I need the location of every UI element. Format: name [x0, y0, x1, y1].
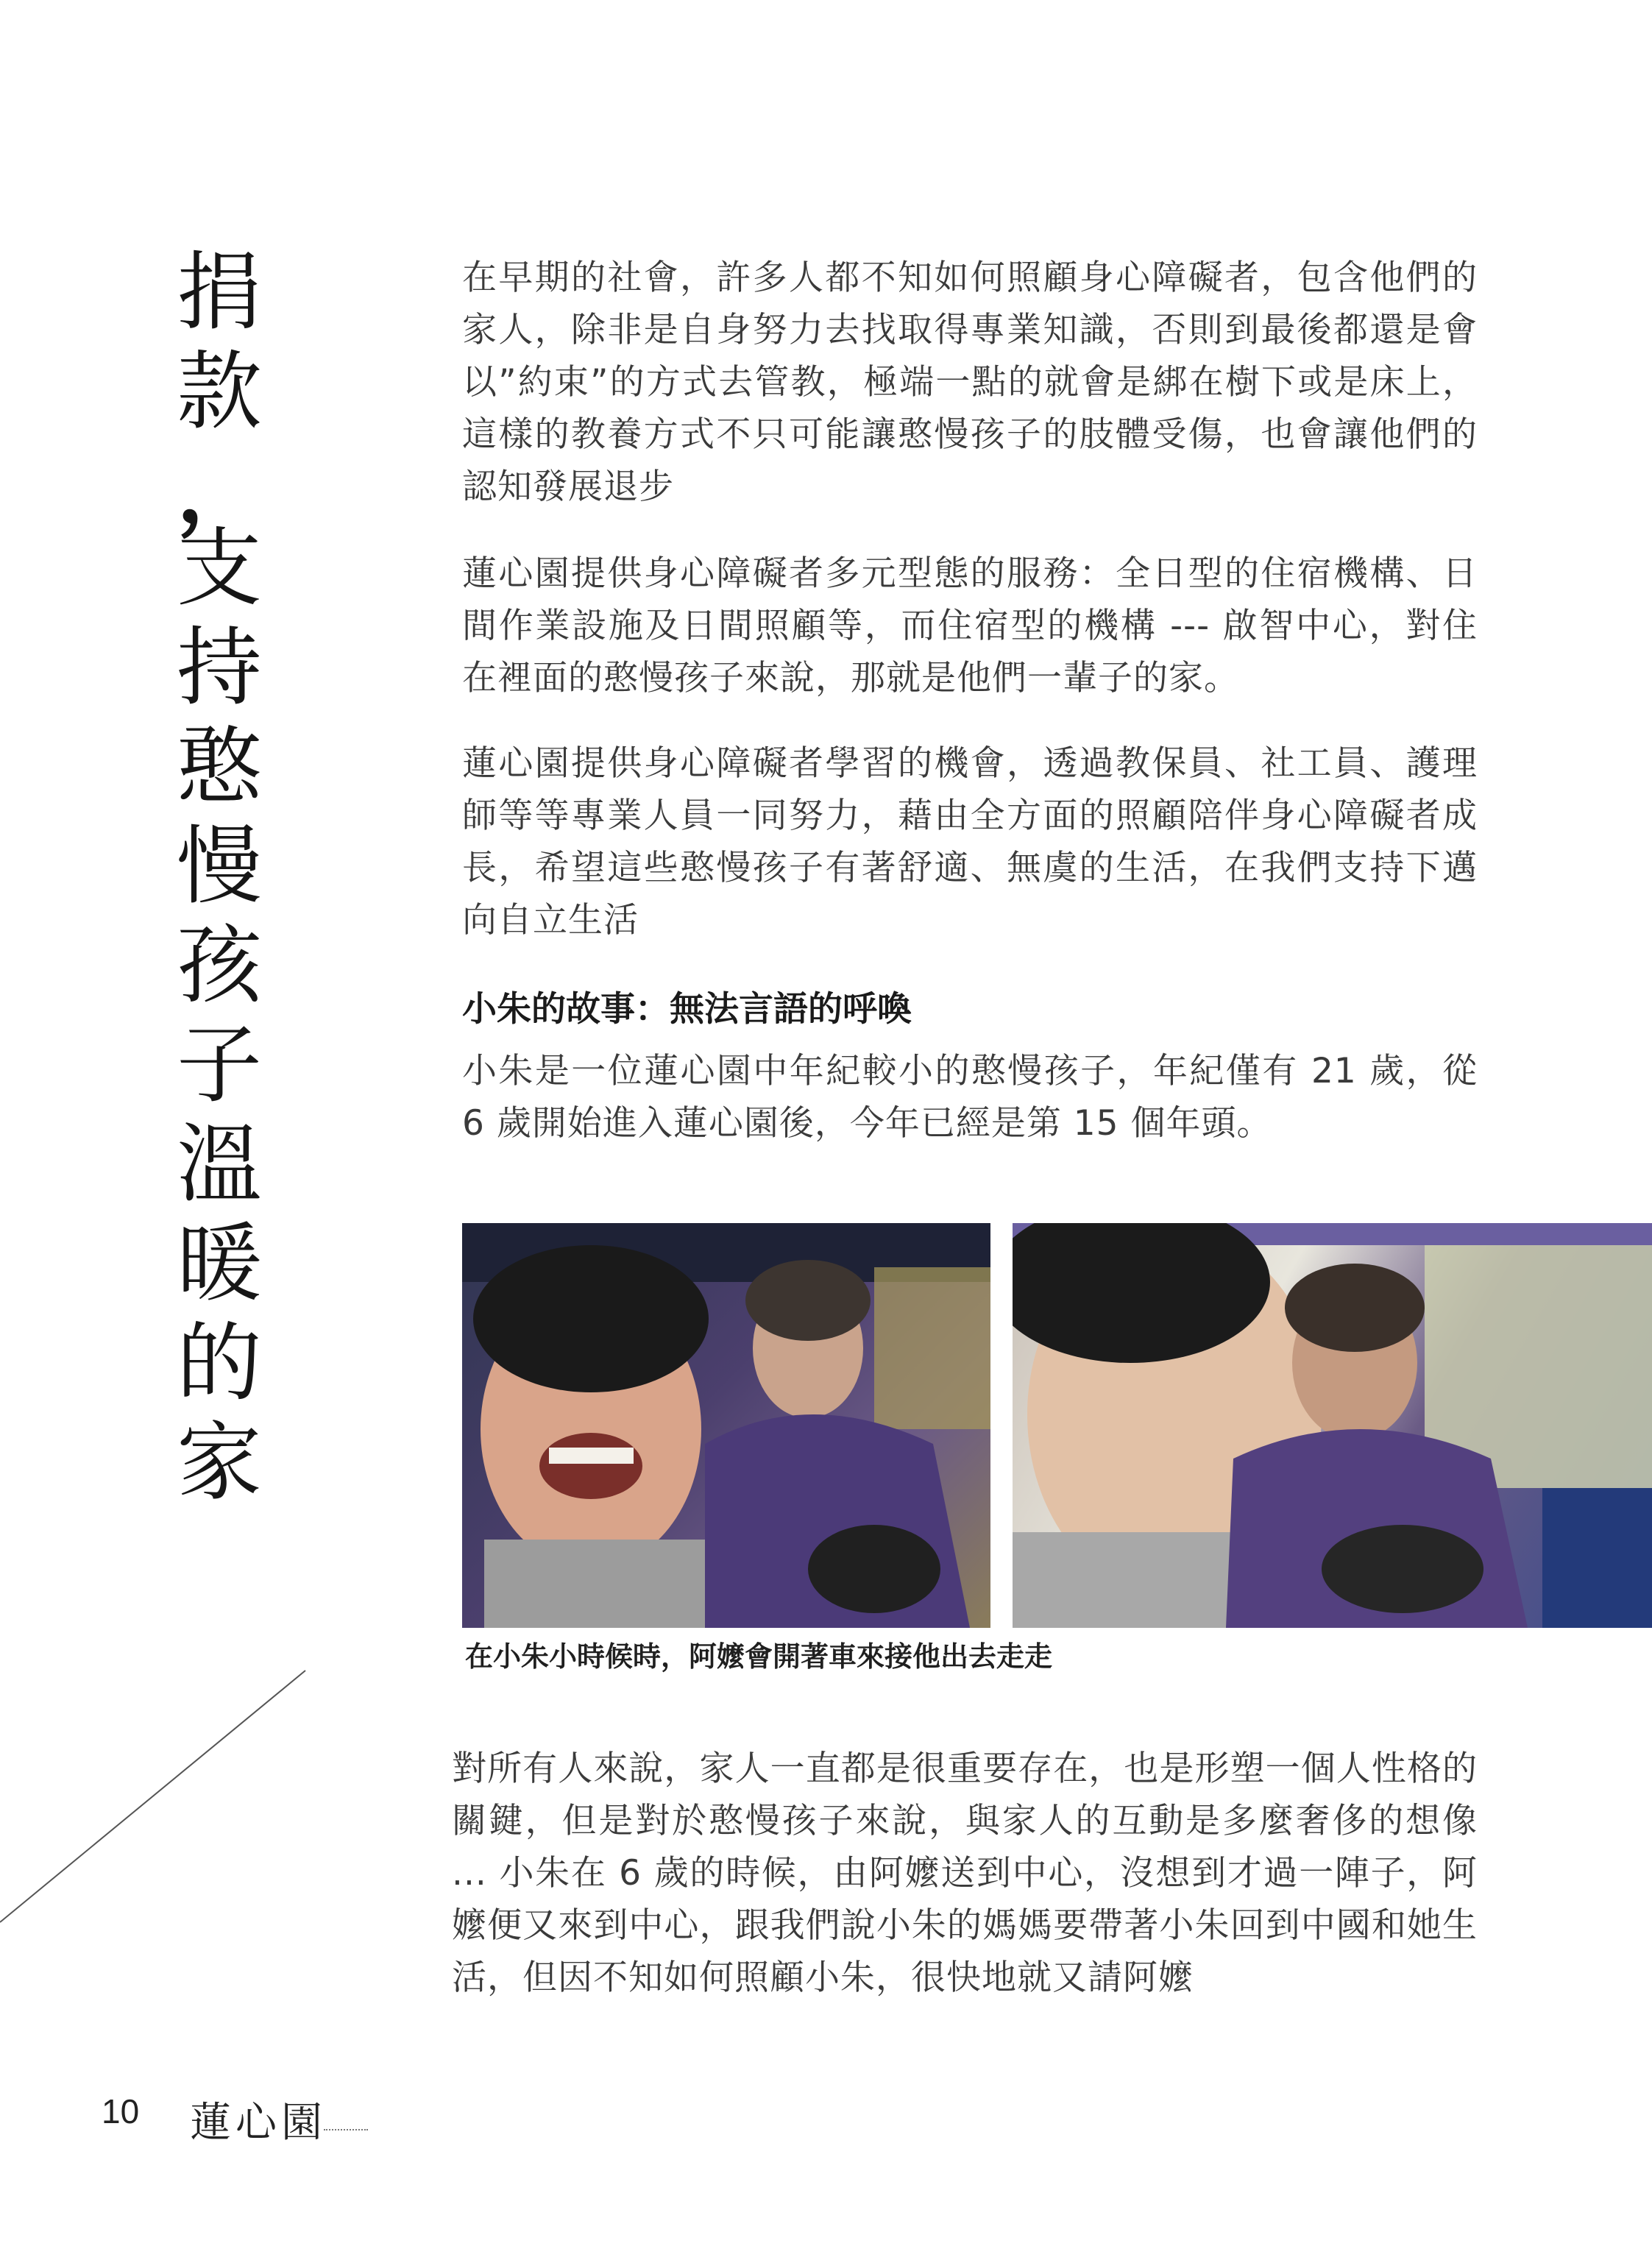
photo-boy-with-grandmother-in-car — [1013, 1223, 1652, 1628]
logo-decoration — [324, 2127, 368, 2130]
story-subheading: 小朱的故事：無法言語的呼喚 — [462, 989, 912, 1030]
title-char: 慢 — [177, 817, 262, 916]
title-char: 憨 — [177, 718, 262, 817]
page-number: 10 — [102, 2092, 140, 2130]
lotus-heart-garden-logo: 蓮心園 — [190, 2099, 327, 2147]
title-char: 子 — [177, 1016, 262, 1115]
title-char: 孩 — [177, 916, 262, 1016]
title-char: ， — [177, 442, 262, 541]
title-char: 暖 — [177, 1214, 262, 1314]
paragraph-learning: 蓮心園提供身心障礙者學習的機會，透過教保員、社工員、護理師等等專業人員一同努力，藉由全方面的照顧陪伴身心障礙者成長，希望這些憨慢孩子有著舒適、無虞的生活，在我們支持下邁向自立生活 — [462, 743, 1478, 941]
photo-placeholder-graphic — [462, 1223, 990, 1628]
paragraph-family: 對所有人來說，家人一直都是很重要存在，也是形塑一個人性格的關鍵，但是對於憨慢孩子來說，與家人的互動是多麼奢侈的想像 ... 小朱在 6 歲的時候，由阿嬤送到中心，沒想到才過一陣子，阿嬤便又來到中心，跟我們說小朱的媽媽要帶著小朱回到中國和她生活，但因不知如何照顧小朱，很快地就又請阿嬤 — [452, 1749, 1478, 1998]
paragraph-services: 蓮心園提供身心障礙者多元型態的服務：全日型的住宿機構、日間作業設施及日間照顧等，而住宿型的機構 --- 啟智中心，對住在裡面的憨慢孩子來說，那就是他們一輩子的家。 — [462, 553, 1478, 698]
title-char: 支 — [177, 519, 262, 618]
title-char: 的 — [177, 1314, 262, 1413]
title-char: 溫 — [177, 1115, 262, 1214]
paragraph-intro: 在早期的社會，許多人都不知如何照顧身心障礙者，包含他們的家人，除非是自身努力去找取得專業知識，否則到最後都還是會以”約束”的方式去管教，極端一點的就會是綁在樹下或是床上，這樣的教養方式不只可能讓憨慢孩子的肢體受傷，也會讓他們的認知發展退步 — [462, 258, 1478, 507]
photo-caption: 在小朱小時候時，阿嬤會開著車來接他出去走走 — [465, 1640, 1053, 1673]
vertical-title — [168, 243, 271, 1520]
photo-boy-smiling-with-grandmother — [462, 1223, 990, 1628]
photo-placeholder-graphic — [1013, 1223, 1652, 1628]
title-char: 款 — [177, 342, 262, 442]
title-char: 家 — [177, 1413, 262, 1512]
title-char: 持 — [177, 618, 262, 718]
paragraph-story-intro: 小朱是一位蓮心園中年紀較小的憨慢孩子，年紀僅有 21 歲，從 6 歲開始進入蓮心園後，今年已經是第 15 個年頭。 — [462, 1051, 1478, 1144]
title-char: 捐 — [177, 243, 262, 342]
